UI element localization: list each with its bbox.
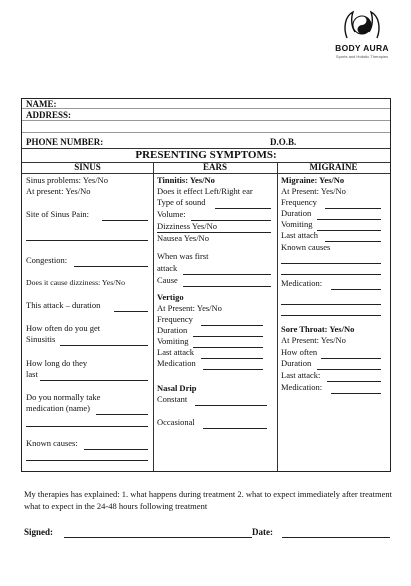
intake-form [21,98,391,472]
migraine-duration-field[interactable]: Duration [281,208,312,218]
attack-duration-field[interactable]: This attack – duration [26,300,101,310]
sinus-at-present-field[interactable]: At present: Yes/No [26,186,91,196]
sore-throat-field[interactable] [281,324,386,335]
how-often-sinusitis-label: How often do you get [26,323,101,333]
sore-throat-medication-line[interactable] [331,393,381,394]
known-causes-line-2[interactable] [26,460,148,461]
medication-name-field[interactable]: medication (name) [26,403,90,413]
medication-line-2[interactable] [26,426,148,427]
name-field-row[interactable] [22,99,390,109]
symptom-columns [22,162,390,471]
attack-duration-line[interactable] [114,311,148,312]
ears-heading: EARS [153,162,277,174]
medication-label: Do you normally take [26,392,101,402]
nasal-constant-line[interactable] [195,405,267,406]
phone-dob-row[interactable] [22,133,390,149]
dizziness-ears-field[interactable]: Dizziness Yes/No [157,221,217,231]
type-of-sound-field[interactable]: Type of sound [157,197,206,207]
last-line[interactable] [40,380,148,381]
ears-column [153,162,278,471]
brand-logo [326,8,398,68]
nasal-occasional-line[interactable] [203,428,267,429]
migraine-column [277,162,390,471]
sore-throat-how-often-field[interactable]: How often [281,347,318,357]
yin-yang-hands-icon [341,8,383,42]
medication-line[interactable] [96,414,148,415]
site-of-sinus-pain-field[interactable]: Site of Sinus Pain: [26,209,90,219]
signed-label: Signed: [24,527,54,537]
vertigo-medication-line[interactable] [203,369,263,370]
vertigo-at-present-field[interactable]: At Present: Yes/No [157,303,222,313]
sore-throat-duration-field[interactable]: Duration [281,358,312,368]
sinus-known-causes-field[interactable]: Known causes: [26,438,78,448]
migraine-medication-line-3[interactable] [281,315,381,316]
signature-line[interactable] [64,537,252,538]
migraine-last-attach-field[interactable]: Last attach [281,230,319,240]
address-line-2[interactable] [22,121,390,133]
migraine-known-causes-field[interactable]: Known causes [281,242,331,252]
sinusitis-field[interactable]: Sinusitis [26,334,56,344]
nasal-constant-field[interactable]: Constant [157,394,188,404]
dizziness-field[interactable]: Does it cause dizziness: Yes/No [26,278,125,287]
sinus-problems-field[interactable]: Sinus problems: Yes/No [26,175,108,185]
migraine-field[interactable] [281,175,386,186]
tinnitis-field[interactable] [157,175,273,186]
congestion-line[interactable] [74,266,148,267]
known-causes-line[interactable] [84,449,148,450]
address-field-row[interactable] [22,109,390,121]
migraine-vomiting-field[interactable]: Vomiting [281,219,313,229]
sore-throat-last-attack-field[interactable]: Last attack: [281,370,321,380]
sore-throat-medication-field[interactable]: Medication: [281,382,323,392]
migraine-at-present-field[interactable]: At Present: Yes/No [281,186,346,196]
treatment-statement: My therapies has explained: 1. what happens during treatment 2. what to expect immediately after treatment what to expect in the 24-48 hours following treatment [24,489,392,511]
nasal-occasional-field[interactable]: Occasional [157,417,195,427]
vertigo-medication-field[interactable]: Medication [157,358,196,368]
migraine-text: Migraine: Yes/No [281,175,345,185]
migraine-medication-field[interactable]: Medication: [281,278,323,288]
vertigo-heading: Vertigo [157,292,184,302]
name-label: NAME: [26,99,57,109]
phone-label: PHONE NUMBER: [26,137,104,147]
migraine-known-causes-line-2[interactable] [281,274,381,275]
vertigo-last-attack-field[interactable]: Last attack [157,347,195,357]
vertigo-vomiting-field[interactable]: Vomiting [157,336,189,346]
sinusitis-line[interactable] [60,345,148,346]
migraine-heading: MIGRAINE [277,162,390,174]
vertigo-duration-field[interactable]: Duration [157,325,188,335]
dob-label: D.O.B. [270,137,297,147]
date-label: Date: [252,527,273,537]
volume-field[interactable]: Volume: [157,209,186,219]
migraine-medication-line-2[interactable] [281,304,381,305]
attack-field[interactable]: attack [157,263,178,273]
nausea-field[interactable]: Nausea Yes/No [157,233,209,243]
nasal-drip-heading: Nasal Drip [157,383,197,393]
brand-name: BODY AURA [335,43,389,53]
migraine-known-causes-line[interactable] [281,263,381,264]
signature-row [24,527,394,537]
congestion-field[interactable]: Congestion: [26,255,68,265]
section-title: PRESENTING SYMPTOMS: [22,149,390,163]
cause-line[interactable] [183,286,271,287]
address-label: ADDRESS: [26,110,72,120]
migraine-medication-line[interactable] [331,289,381,290]
sore-throat-text: Sore Throat: Yes/No [281,324,355,334]
sore-throat-at-present-field[interactable]: At Present: Yes/No [281,335,346,345]
ear-side-field[interactable]: Does it effect Left/Right ear [157,186,253,196]
how-long-label: How long do they [26,358,88,368]
vertigo-frequency-field[interactable]: Frequency [157,314,193,324]
last-field[interactable]: last [26,369,38,379]
first-attack-label: When was first [157,251,209,261]
date-line[interactable] [282,537,390,538]
tinnitis-text: Tinnitis: Yes/No [157,175,215,185]
sinus-heading: SINUS [22,162,153,174]
site-of-pain-line[interactable] [102,220,148,221]
sinus-column [22,162,154,471]
cause-field[interactable]: Cause [157,275,178,285]
site-of-pain-line-2[interactable] [26,240,148,241]
migraine-frequency-field[interactable]: Frequency [281,197,317,207]
brand-tagline: Sports and Holistic Therapies [335,54,389,59]
